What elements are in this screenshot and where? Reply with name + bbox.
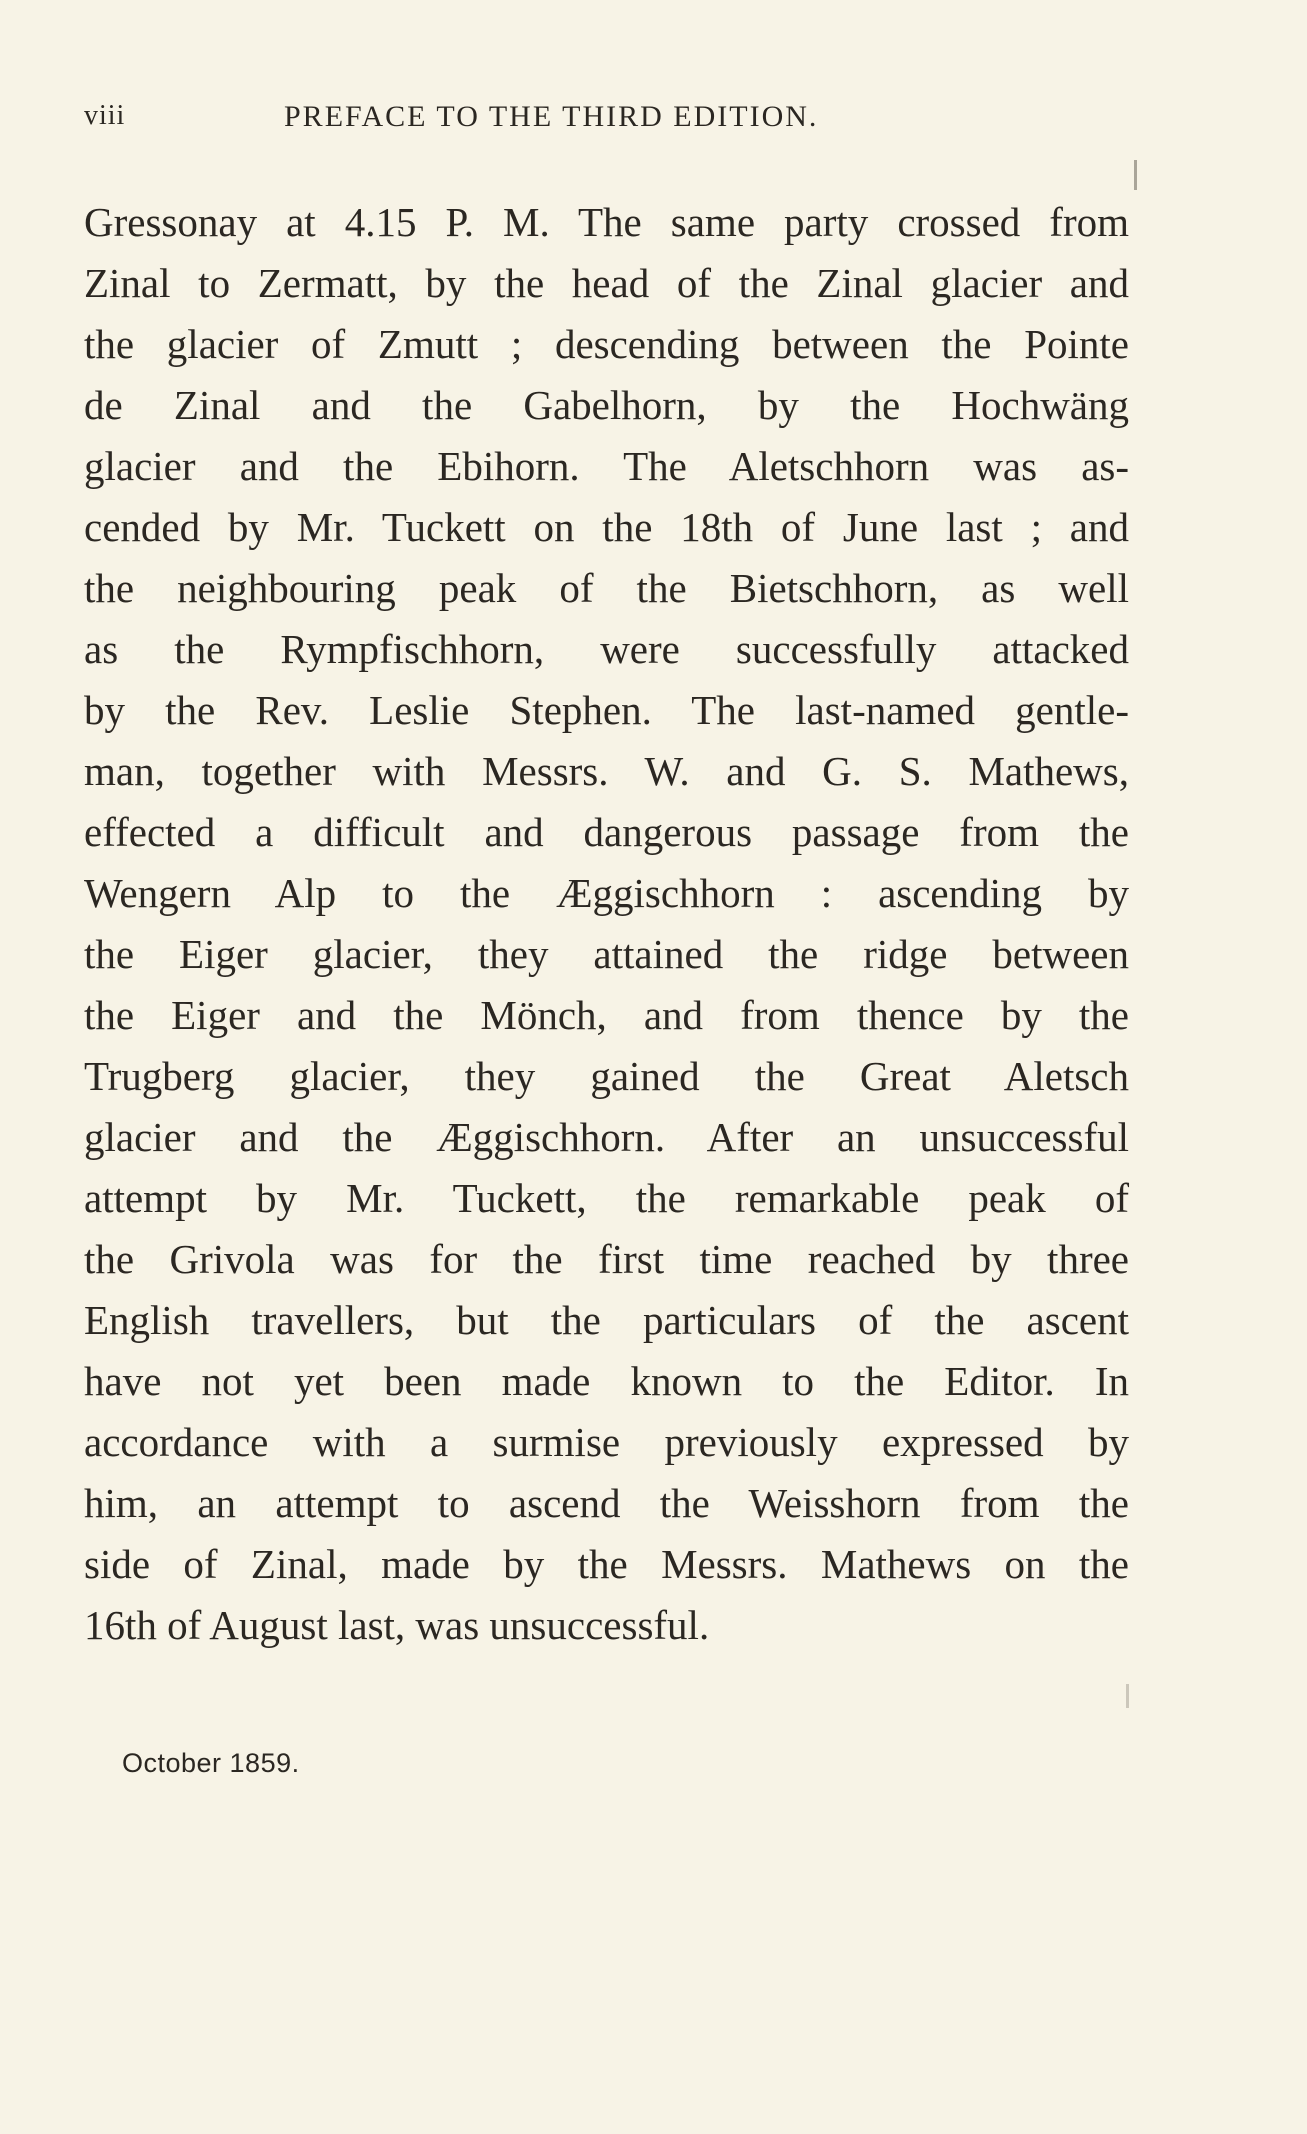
running-head [84, 100, 1144, 144]
text-line: Trugberg glacier, they gained the Great Aletsch [84, 1053, 1129, 1099]
text-line: have not yet been made known to the Editor. In [84, 1358, 1129, 1404]
text-line: de Zinal and the Gabelhorn, by the Hochwäng [84, 382, 1129, 428]
text-line: accordance with a surmise previously expressed by [84, 1419, 1129, 1465]
dateline: October 1859. [122, 1748, 300, 1778]
page-number: viii [84, 100, 126, 131]
margin-speck [1126, 1684, 1129, 1708]
text-line: as the Rympfischhorn, were successfully attacked [84, 626, 1129, 672]
text-line: English travellers, but the particulars of the ascent [84, 1297, 1129, 1343]
text-line: glacier and the Æggischhorn. After an unsuccessful [84, 1114, 1129, 1160]
text-line: effected a difficult and dangerous passage from the [84, 809, 1129, 855]
text-line: the glacier of Zmutt ; descending between the Pointe [84, 321, 1129, 367]
text-line: cended by Mr. Tuckett on the 18th of June last ; and [84, 504, 1129, 550]
text-line: the Eiger glacier, they attained the ridge between [84, 931, 1129, 977]
body-paragraph [84, 192, 1129, 1656]
text-line: Wengern Alp to the Æggischhorn : ascending by [84, 870, 1129, 916]
text-line: man, together with Messrs. W. and G. S. Mathews, [84, 748, 1129, 794]
text-line: Gressonay at 4.15 P. M. The same party crossed from [84, 199, 1129, 245]
text-line: by the Rev. Leslie Stephen. The last-named gentle- [84, 687, 1129, 733]
text-line: side of Zinal, made by the Messrs. Mathews on the [84, 1541, 1129, 1587]
text-line: Zinal to Zermatt, by the head of the Zinal glacier and [84, 260, 1129, 306]
text-line: the neighbouring peak of the Bietschhorn, as well [84, 565, 1129, 611]
text-line: attempt by Mr. Tuckett, the remarkable peak of [84, 1175, 1129, 1221]
running-head-title: PREFACE TO THE THIRD EDITION. [284, 100, 819, 133]
text-line: 16th of August last, was unsuccessful. [84, 1602, 710, 1648]
text-line: him, an attempt to ascend the Weisshorn from the [84, 1480, 1129, 1526]
text-line: the Grivola was for the first time reached by three [84, 1236, 1129, 1282]
margin-speck [1134, 160, 1137, 190]
text-line: glacier and the Ebihorn. The Aletschhorn was as- [84, 443, 1129, 489]
text-line: the Eiger and the Mönch, and from thence by the [84, 992, 1129, 1038]
